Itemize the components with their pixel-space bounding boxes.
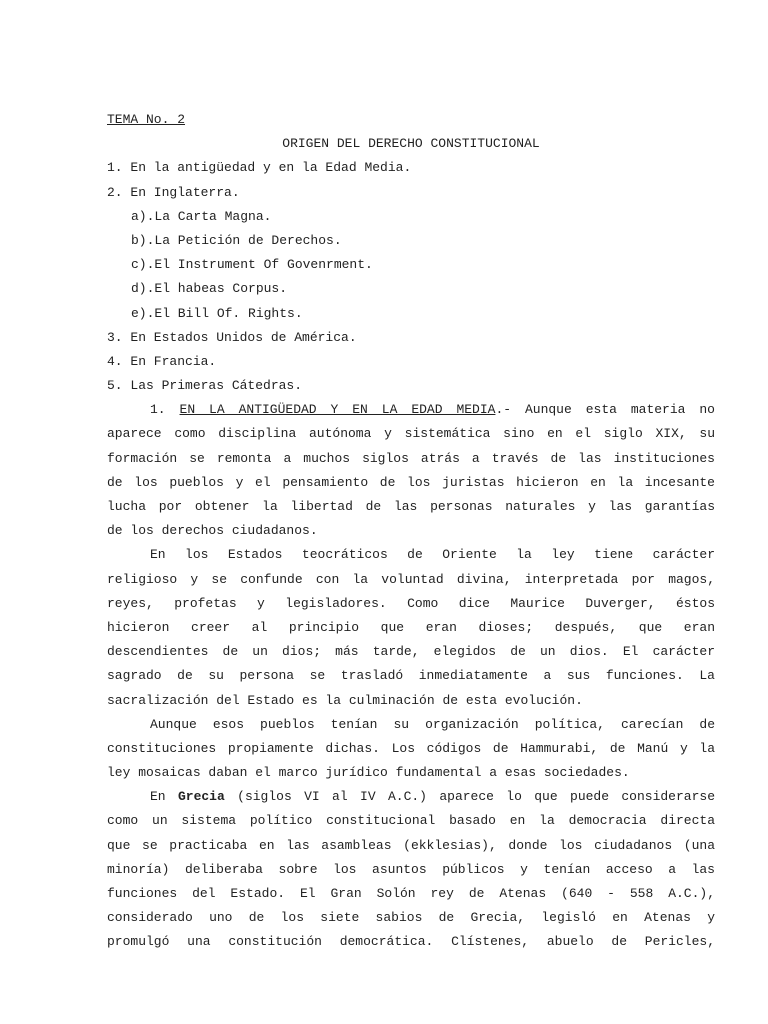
paragraph-line: En los Estados teocráticos de Oriente la ley tiene carácter — [150, 547, 715, 563]
paragraph-line: descendientes de un dios; más tarde, elegidos de un dios. El carácter — [107, 644, 715, 660]
outline-item: 4. En Francia. — [107, 353, 217, 369]
paragraph-theocratic-states — [107, 543, 715, 712]
outline-item: 2. En Inglaterra. — [107, 184, 240, 200]
paragraph-line: de los pueblos y el pensamiento de los juristas hicieron en la incesante — [107, 474, 715, 490]
paragraph-greece — [107, 785, 715, 954]
outline-item: 5. Las Primeras Cátedras. — [107, 378, 303, 394]
paragraph-line: de los derechos ciudadanos. — [107, 523, 318, 539]
paragraph-line: aparece como disciplina autónoma y sistemática sino en el siglo XIX, su — [107, 426, 715, 442]
section-number: 1. — [150, 402, 180, 418]
outline-item: 3. En Estados Unidos de América. — [107, 329, 357, 345]
paragraph-organization — [107, 713, 715, 786]
section-1-heading-line — [107, 398, 715, 422]
paragraph-line: religioso y se confunde con la voluntad divina, interpretada por magos, — [107, 571, 715, 587]
paragraph-line: constituciones propiamente dichas. Los códigos de Hammurabi, de Manú y la — [107, 740, 715, 756]
paragraph-line: considerado uno de los siete sabios de Grecia, legisló en Atenas y — [107, 910, 715, 926]
paragraph-line: minoría) deliberaba sobre los asuntos públicos y tenían acceso a las — [107, 861, 715, 877]
paragraph-line: sagrado de su persona se trasladó inmediatamente a sus funciones. La — [107, 668, 715, 684]
paragraph-line: hicieron creer al principio que eran dioses; después, que eran — [107, 619, 715, 635]
section-heading: EN LA ANTIGÜEDAD Y EN LA EDAD MEDIA — [179, 402, 496, 418]
paragraph-line: promulgó una constitución democrática. Clístenes, abuelo de Pericles, — [107, 934, 715, 950]
paragraph-line: .- Aunque esta materia no — [495, 402, 715, 418]
topic-label: TEMA No. 2 — [107, 112, 186, 127]
outline-subitem: b).La Petición de Derechos. — [131, 232, 342, 248]
paragraph-line: lucha por obtener la libertad de las personas naturales y las garantías — [107, 499, 715, 514]
paragraph-line: ley mosaicas daban el marco jurídico fundamental a esas sociedades. — [107, 765, 630, 781]
paragraph-line: que se practicaba en las asambleas (ekklesias), donde los ciudadanos (una — [107, 837, 715, 853]
outline-subitem: c).El Instrument Of Govenrment. — [131, 257, 373, 273]
paragraph-text: (siglos VI al IV A.C.) aparece lo que puede considerarse — [224, 789, 715, 805]
document-title: ORIGEN DEL DERECHO CONSTITUCIONAL — [282, 136, 540, 152]
topic-number — [107, 108, 715, 132]
outline-item: 1. En la antigüedad y en la Edad Media. — [107, 160, 412, 176]
greece-term: Grecia — [177, 789, 225, 805]
paragraph-line: formación se remonta a muchos siglos atrás a través de las instituciones — [107, 450, 715, 466]
paragraph-section-1 — [107, 398, 715, 543]
document-page — [107, 108, 715, 955]
outline-subitem: e).El Bill Of. Rights. — [131, 305, 303, 321]
outline-subitem: a).La Carta Magna. — [131, 208, 272, 224]
paragraph-line: funciones del Estado. El Gran Solón rey de Atenas (640 - 558 A.C.), — [107, 886, 715, 901]
paragraph-line: como un sistema político constitucional basado en la democracia directa — [107, 813, 715, 829]
paragraph-line: sacralización del Estado es la culminación de esta evolución. — [107, 692, 583, 708]
greece-first-line — [107, 785, 715, 809]
paragraph-line: Aunque esos pueblos tenían su organización política, carecían de — [150, 716, 715, 732]
topic-outline — [107, 156, 715, 398]
paragraph-line: reyes, profetas y legisladores. Como dice Maurice Duverger, éstos — [107, 595, 715, 611]
outline-subitem: d).El habeas Corpus. — [131, 281, 288, 297]
paragraph-text: En — [150, 789, 178, 805]
